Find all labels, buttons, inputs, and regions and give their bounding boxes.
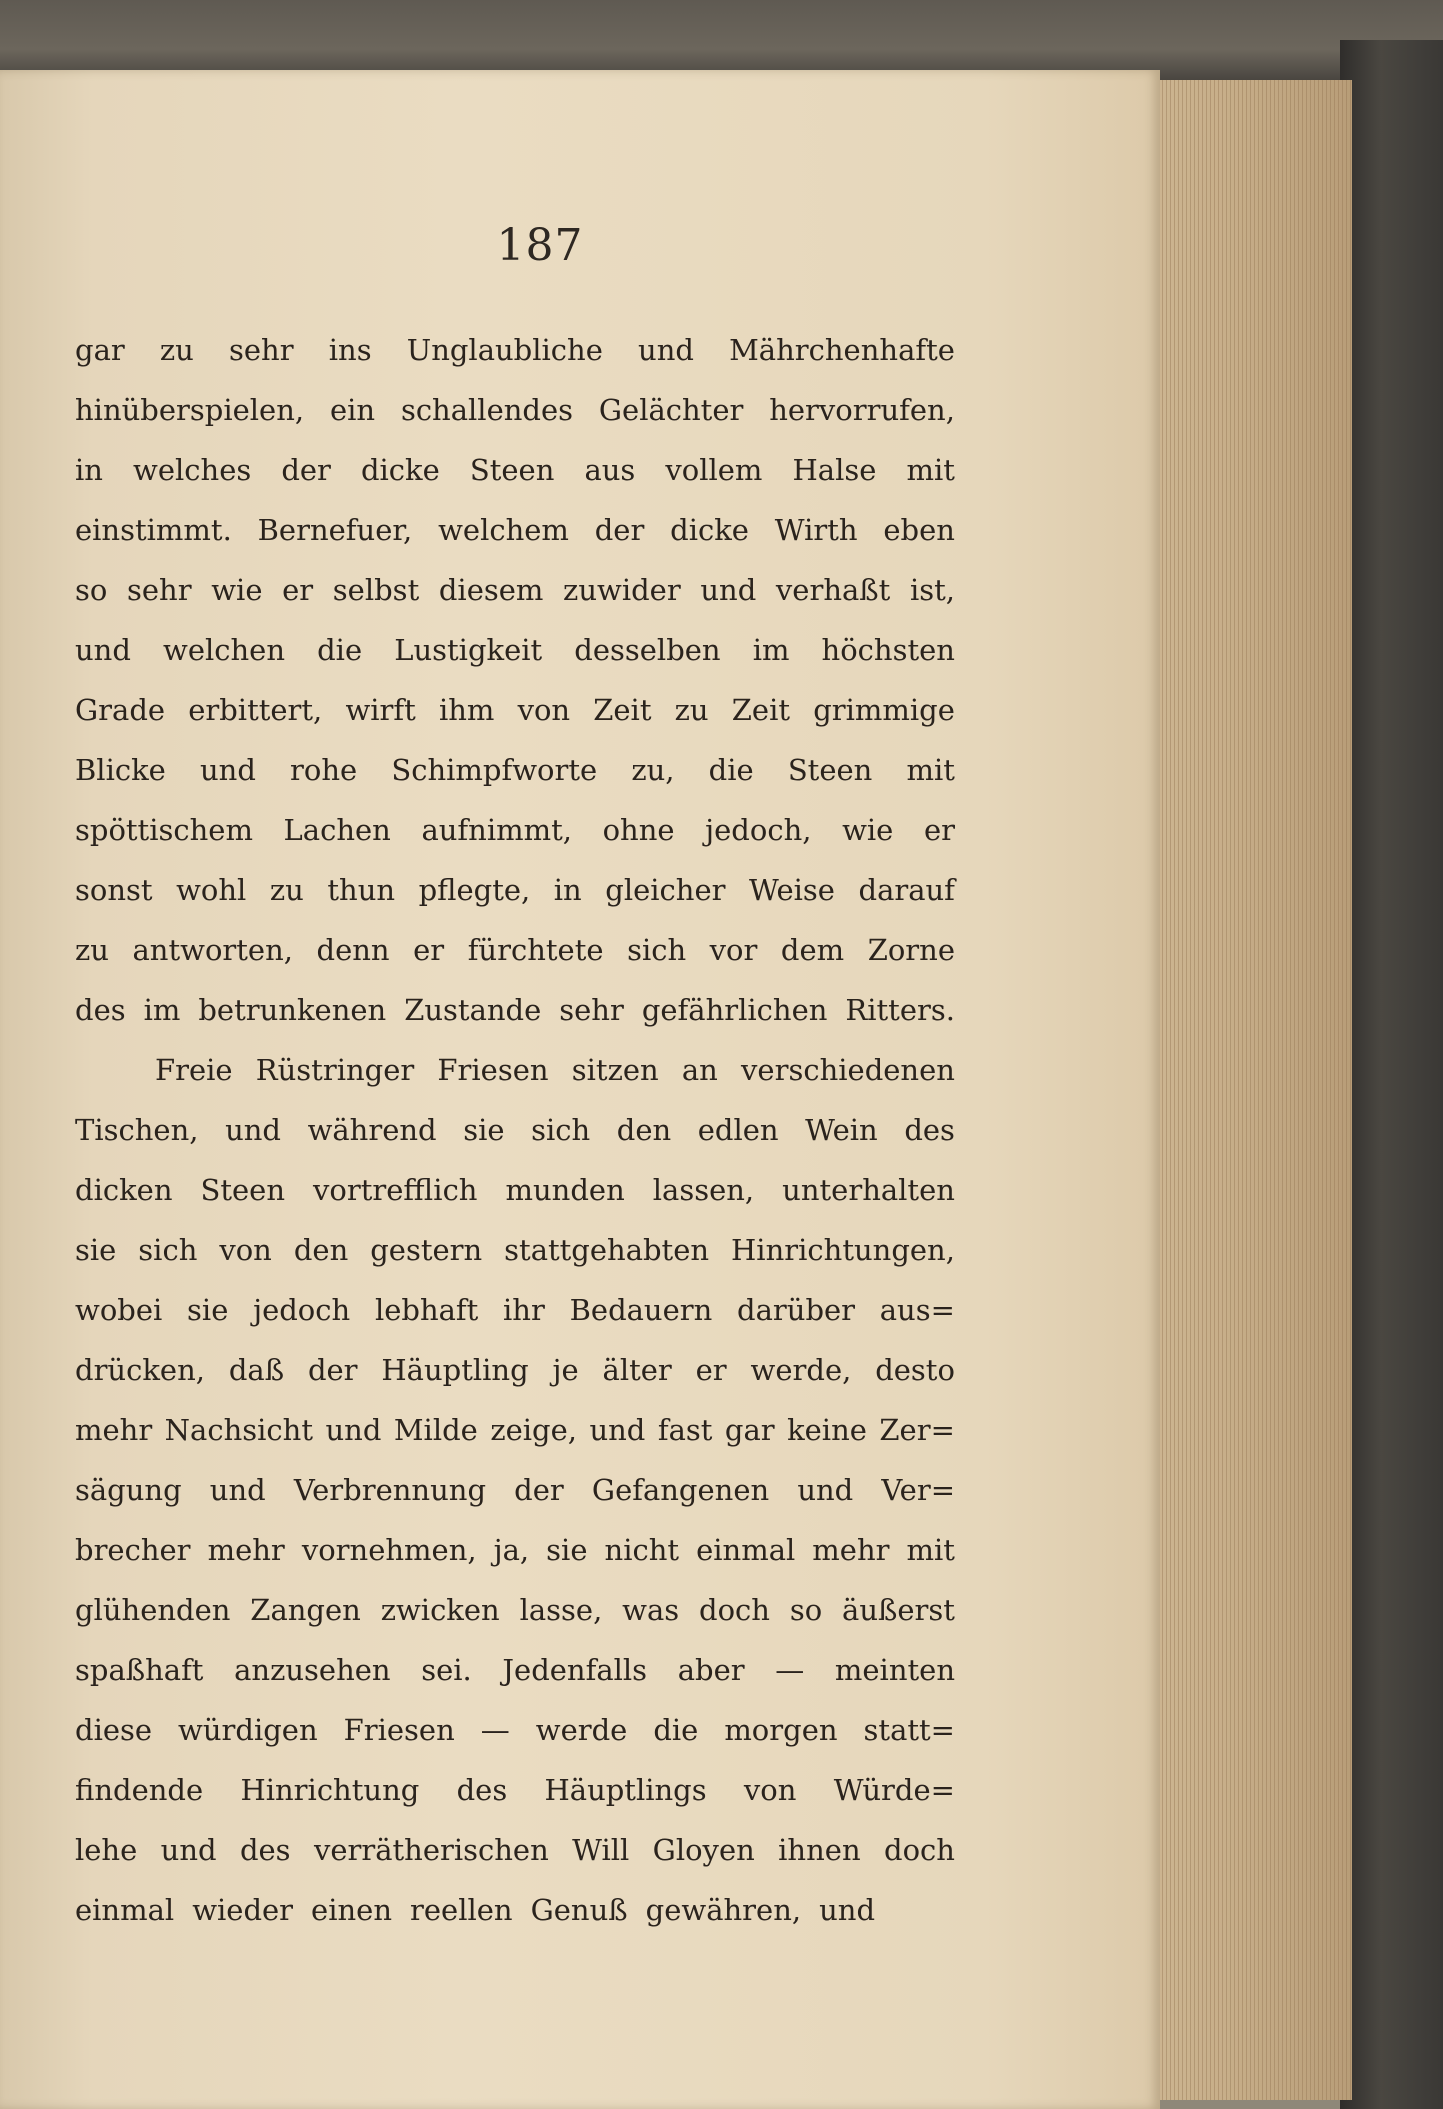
text-line — [75, 1100, 955, 1160]
word: gefährlichen — [641, 993, 828, 1027]
word: doch — [884, 1833, 955, 1867]
word: Ritters. — [845, 993, 955, 1027]
word: Friesen — [343, 1713, 455, 1747]
word: ist, — [909, 573, 955, 607]
word: gestern — [370, 1233, 483, 1267]
word: mit — [906, 1533, 955, 1567]
word: Bedauern — [569, 1293, 713, 1327]
word: mit — [906, 753, 955, 787]
word: sägung — [75, 1473, 182, 1507]
word: sie — [187, 1293, 229, 1327]
word: Gloyen — [652, 1833, 755, 1867]
word: sehr — [126, 573, 192, 607]
text-line — [75, 1160, 955, 1220]
word: würdigen — [178, 1713, 318, 1747]
word: und — [160, 1833, 217, 1867]
word: brecher — [75, 1533, 191, 1567]
word: Zustande — [404, 993, 542, 1027]
word: was — [622, 1593, 680, 1627]
word: selbst — [332, 573, 420, 607]
word: ihnen — [778, 1833, 861, 1867]
word: antworten, — [132, 933, 293, 967]
word: älter — [602, 1353, 672, 1387]
word: desselben — [574, 633, 721, 667]
text-line — [75, 620, 955, 680]
word: — — [480, 1713, 510, 1747]
word: während — [307, 1113, 437, 1147]
word: der — [307, 1353, 358, 1387]
text-line — [75, 380, 955, 440]
word: erbittert, — [188, 693, 323, 727]
word: wie — [842, 813, 894, 847]
word: äußerst — [842, 1593, 955, 1627]
word: welches — [133, 453, 252, 487]
word: er — [413, 933, 445, 967]
word: lebhaft — [374, 1293, 479, 1327]
text-line — [75, 1520, 955, 1580]
word: sei. — [421, 1653, 472, 1687]
word: statt= — [863, 1713, 955, 1747]
word: Hinrichtungen, — [731, 1233, 955, 1267]
word: gleicher — [605, 873, 726, 907]
word: edlen — [697, 1113, 779, 1147]
word: Verbrennung — [293, 1473, 487, 1507]
word: Freie — [155, 1053, 233, 1087]
text-line — [75, 980, 955, 1040]
word: und — [797, 1473, 854, 1507]
word: grimmige — [813, 693, 955, 727]
word: in — [553, 873, 582, 907]
word: morgen — [724, 1713, 838, 1747]
word: denn — [316, 933, 390, 967]
word: höchsten — [821, 633, 955, 667]
word: Bernefuer, — [257, 513, 413, 547]
word: lasse, — [519, 1593, 603, 1627]
word: rohe — [290, 753, 358, 787]
word: Häuptlings — [544, 1773, 707, 1807]
word: einmal — [696, 1533, 796, 1567]
word: dicke — [670, 513, 749, 547]
word: desto — [875, 1353, 955, 1387]
word: und — [75, 633, 131, 667]
word: — — [775, 1653, 805, 1687]
word: Zeit — [731, 693, 791, 727]
word: verschiedenen — [741, 1053, 955, 1087]
word: Gefangenen — [591, 1473, 770, 1507]
word: ihr — [503, 1293, 545, 1327]
word: den — [616, 1113, 672, 1147]
word: aber — [677, 1653, 745, 1687]
text-line — [75, 1040, 955, 1100]
word: sie — [75, 1233, 117, 1267]
word: aufnimmt, — [421, 813, 572, 847]
word: und — [209, 1473, 266, 1507]
word: zu — [159, 333, 194, 367]
word: des — [75, 993, 126, 1027]
word: einen — [311, 1893, 393, 1927]
word: er — [923, 813, 955, 847]
word: vollem — [665, 453, 763, 487]
word: verhaßt — [775, 573, 891, 607]
text-line — [75, 500, 955, 560]
word: sehr — [559, 993, 624, 1027]
word: Genuß — [530, 1893, 628, 1927]
word: Steen — [787, 753, 873, 787]
word: verrätherischen — [313, 1833, 549, 1867]
text-line — [75, 1580, 955, 1640]
word: nicht — [604, 1533, 680, 1567]
word: Lustigkeit — [394, 633, 543, 667]
word: ein — [329, 393, 376, 427]
word: Häuptling — [381, 1353, 529, 1387]
word: pflegte, — [418, 873, 531, 907]
word: doch — [699, 1593, 770, 1627]
page-edges — [1140, 80, 1352, 2100]
word: jedoch, — [705, 813, 812, 847]
word: sich — [531, 1113, 591, 1147]
word: vor — [709, 933, 758, 967]
word: hervorrufen, — [769, 393, 955, 427]
word: ohne — [602, 813, 675, 847]
word: der — [281, 453, 331, 487]
word: so — [75, 573, 108, 607]
word: den — [293, 1233, 349, 1267]
word: und — [819, 1893, 876, 1927]
word: spaßhaft — [75, 1653, 204, 1687]
word: spöttischem — [75, 813, 253, 847]
word: betrunkenen — [198, 993, 387, 1027]
word: aus — [584, 453, 636, 487]
word: werde, — [750, 1353, 852, 1387]
word: Halse — [792, 453, 877, 487]
word: hinüberspielen, — [75, 393, 305, 427]
word: eben — [883, 513, 955, 547]
word: an — [681, 1053, 718, 1087]
word: Hinrichtung — [240, 1773, 420, 1807]
word: Steen — [469, 453, 555, 487]
word: Milde — [393, 1413, 478, 1447]
word: und — [638, 333, 694, 367]
word: die — [653, 1713, 699, 1747]
word: und — [700, 573, 757, 607]
word: welchem — [438, 513, 569, 547]
word: einstimmt. — [75, 513, 232, 547]
body-text — [75, 320, 955, 1940]
text-line — [75, 440, 955, 500]
word: lassen, — [652, 1173, 755, 1207]
text-line — [75, 800, 955, 860]
text-line — [75, 1640, 955, 1700]
word: glühenden — [75, 1593, 231, 1627]
text-line — [75, 1460, 955, 1520]
word: Wirth — [774, 513, 858, 547]
text-line — [75, 860, 955, 920]
word: er — [695, 1353, 727, 1387]
word: sich — [138, 1233, 198, 1267]
word: Grade — [75, 693, 166, 727]
word: wie — [211, 573, 263, 607]
word: Nachsicht — [164, 1413, 313, 1447]
word: Weise — [749, 873, 835, 907]
word: Friesen — [437, 1053, 549, 1087]
word: Unglaubliche — [406, 333, 603, 367]
word: zuwider — [563, 573, 681, 607]
word: Zorne — [867, 933, 955, 967]
text-line — [75, 920, 955, 980]
text-line — [75, 1760, 955, 1820]
word: Gelächter — [598, 393, 744, 427]
word: anzusehen — [234, 1653, 391, 1687]
word: die — [317, 633, 363, 667]
text-line — [75, 1280, 955, 1340]
word: Ver= — [881, 1473, 955, 1507]
word: mit — [906, 453, 955, 487]
word: Jedenfalls — [502, 1653, 648, 1687]
word: welchen — [163, 633, 286, 667]
word: Steen — [200, 1173, 286, 1207]
word: ins — [328, 333, 372, 367]
word: werde — [535, 1713, 628, 1747]
word: lehe — [75, 1833, 138, 1867]
word: Blicke — [75, 753, 166, 787]
text-line — [75, 680, 955, 740]
word: von — [743, 1773, 797, 1807]
word: sehr — [229, 333, 294, 367]
word: reellen — [410, 1893, 513, 1927]
word: von — [219, 1233, 272, 1267]
word: Tischen, — [75, 1113, 199, 1147]
word: schallendes — [400, 393, 574, 427]
word: gar — [75, 333, 125, 367]
word: jedoch — [253, 1293, 351, 1327]
word: der — [514, 1473, 564, 1507]
text-line — [75, 1820, 955, 1880]
word: mehr — [812, 1533, 890, 1567]
word: je — [552, 1353, 579, 1387]
word: sich — [627, 933, 687, 967]
text-line — [75, 1340, 955, 1400]
word: aus= — [879, 1293, 955, 1327]
word: von — [517, 693, 571, 727]
word: Zangen — [250, 1593, 361, 1627]
text-line — [75, 560, 955, 620]
word: stattgehabten — [504, 1233, 710, 1267]
word: zu — [75, 933, 109, 967]
word: Zeit — [593, 693, 652, 727]
word: in — [75, 453, 103, 487]
word: sitzen — [571, 1053, 659, 1087]
word: daß — [228, 1353, 285, 1387]
word: Wein — [805, 1113, 878, 1147]
word: zeige, — [490, 1413, 577, 1447]
word: und — [589, 1413, 646, 1447]
word: diesem — [438, 573, 544, 607]
word: im — [143, 993, 181, 1027]
word: so — [789, 1593, 823, 1627]
word: Mährchenhafte — [729, 333, 955, 367]
word: drücken, — [75, 1353, 205, 1387]
word: findende — [75, 1773, 204, 1807]
word: mehr — [75, 1413, 153, 1447]
text-line — [75, 320, 955, 380]
word: meinten — [834, 1653, 955, 1687]
word: unterhalten — [782, 1173, 955, 1207]
word: wobei — [75, 1293, 163, 1327]
page-number: 187 — [496, 220, 584, 271]
word: und — [225, 1113, 281, 1147]
word: munden — [505, 1173, 625, 1207]
word: die — [708, 753, 754, 787]
word: dem — [780, 933, 845, 967]
word: einmal — [75, 1893, 175, 1927]
word: und — [199, 753, 256, 787]
word: Schimpfworte — [391, 753, 598, 787]
word: und — [325, 1413, 382, 1447]
word: fast — [657, 1413, 713, 1447]
word: diese — [75, 1713, 153, 1747]
text-line — [75, 1400, 955, 1460]
text-line — [75, 1880, 955, 1940]
word: vortrefflich — [313, 1173, 478, 1207]
word: darauf — [858, 873, 955, 907]
word: dicken — [75, 1173, 173, 1207]
word: Rüstringer — [255, 1053, 415, 1087]
word: mehr — [207, 1533, 285, 1567]
word: er — [282, 573, 314, 607]
word: des — [904, 1113, 955, 1147]
word: zu — [269, 873, 304, 907]
word: darüber — [737, 1293, 856, 1327]
word: Zer= — [879, 1413, 955, 1447]
word: ihm — [438, 693, 495, 727]
word: sie — [463, 1113, 505, 1147]
word: wirft — [345, 693, 416, 727]
word: Will — [572, 1833, 630, 1867]
word: zu, — [631, 753, 675, 787]
word: sie — [546, 1533, 588, 1567]
word: thun — [327, 873, 396, 907]
word: im — [752, 633, 790, 667]
word: gar — [724, 1413, 775, 1447]
word: zwicken — [380, 1593, 500, 1627]
word: sonst — [75, 873, 153, 907]
text-line — [75, 1700, 955, 1760]
word: des — [456, 1773, 508, 1807]
word: Würde= — [833, 1773, 955, 1807]
word: gewähren, — [645, 1893, 802, 1927]
word: vornehmen, — [301, 1533, 477, 1567]
word: wieder — [192, 1893, 294, 1927]
word: dicke — [360, 453, 440, 487]
word: zu — [674, 693, 709, 727]
word: Lachen — [283, 813, 391, 847]
word: ja, — [493, 1533, 530, 1567]
word: fürchtete — [467, 933, 604, 967]
book-cover-spine — [1340, 40, 1443, 2109]
text-line — [75, 740, 955, 800]
word: der — [594, 513, 645, 547]
word: des — [239, 1833, 291, 1867]
word: keine — [787, 1413, 867, 1447]
word: wohl — [176, 873, 247, 907]
text-line — [75, 1220, 955, 1280]
